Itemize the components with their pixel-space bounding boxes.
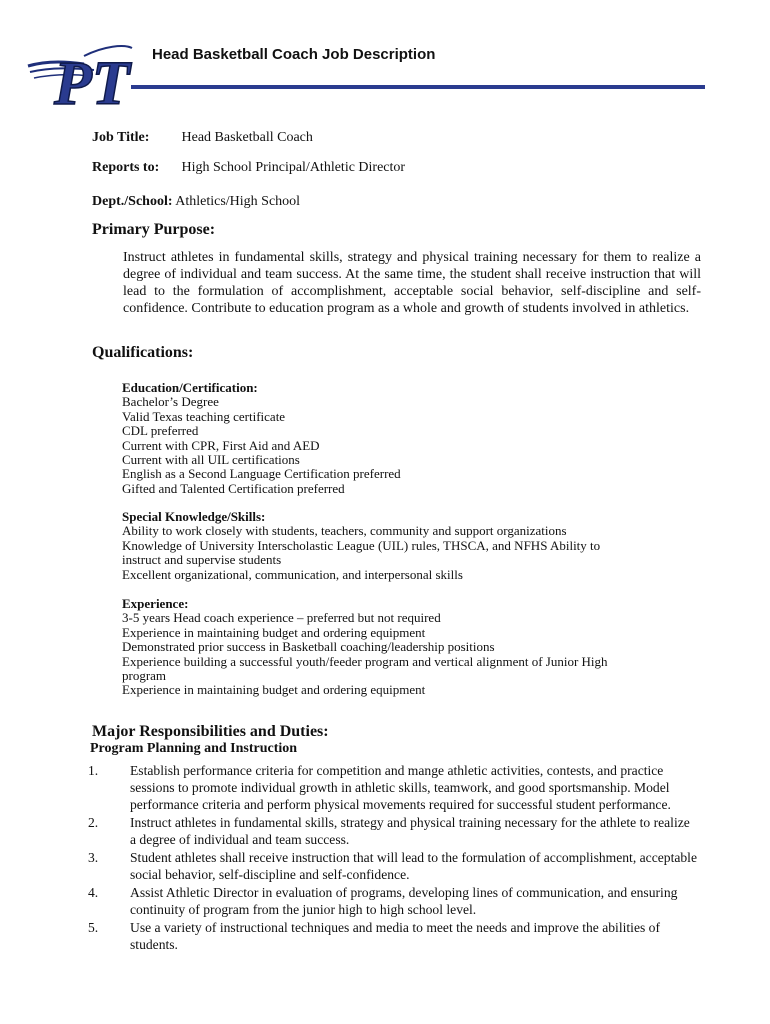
list-item: Valid Texas teaching certificate [122, 408, 286, 424]
item-text: Instruct athletes in fundamental skills, strategy and physical training necessary for the athlete to realize a degree of individual and team success. [130, 815, 690, 847]
primary-purpose-heading: Primary Purpose: [92, 221, 216, 238]
list-item [88, 849, 698, 883]
logo-letters: PT [54, 50, 130, 116]
education-section [122, 381, 682, 496]
item-number: 5. [88, 920, 99, 935]
education-heading: Education/Certification: [122, 380, 258, 395]
job-title-value: Head Basketball Coach [181, 130, 313, 145]
item-text: Establish performance criteria for competition and mange athletic activities, contests, and practice sessions to promote individual growth in athletic skills, teamwork, and good sportsmanship. Model performance criteria and perform physical movements required for successful student performance. [130, 763, 671, 812]
program-planning-subheading: Program Planning and Instruction [90, 741, 298, 756]
list-item: 3-5 years Head coach experience – preferred but not required [122, 610, 441, 626]
list-item: Demonstrated prior success in Basketball coaching/leadership positions [122, 639, 495, 655]
list-item: CDL preferred [122, 423, 199, 439]
item-text: Assist Athletic Director in evaluation of programs, developing lines of communication, and ensuring continuity of program from the junior high to high school level. [130, 885, 678, 917]
document-title: Head Basketball Coach Job Description [152, 46, 436, 63]
reports-to-field [92, 160, 405, 176]
dept-value: Athletics/High School [175, 194, 301, 209]
qualifications-heading: Qualifications: [92, 344, 194, 361]
list-item: Experience in maintaining budget and ordering equipment [122, 624, 426, 640]
item-number: 1. [88, 763, 99, 778]
responsibilities-heading: Major Responsibilities and Duties: [92, 723, 329, 740]
job-title-field [92, 130, 313, 146]
item-number: 4. [88, 885, 99, 900]
list-item: Experience building a successful youth/feeder program and vertical alignment of Junior High [122, 653, 608, 669]
item-number: 2. [88, 815, 99, 830]
reports-to-value: High School Principal/Athletic Director [181, 160, 406, 175]
skills-section [122, 510, 682, 582]
list-item: Ability to work closely with students, teachers, community and support organizations [122, 523, 567, 539]
list-item: program [122, 668, 167, 684]
list-item: Current with all UIL certifications [122, 452, 300, 468]
school-logo [24, 36, 134, 116]
duties-list [88, 762, 698, 954]
experience-section [122, 597, 682, 698]
list-item: Bachelor’s Degree [122, 394, 219, 410]
list-item: Experience in maintaining budget and ordering equipment [122, 682, 426, 698]
title-divider [131, 85, 705, 89]
primary-purpose-text: Instruct athletes in fundamental skills, strategy and physical training necessary for them to realize a degree of individual and team success. At the same time, the student shall receive instruction that will lead to the formulation of accomplishment, acceptable social behavior, self-discipline and self-confidence. Contribute to education program as a whole and growth of students involved in athletics. [123, 250, 701, 316]
reports-to-label: Reports to: [92, 160, 160, 175]
skills-heading: Special Knowledge/Skills: [122, 509, 266, 524]
list-item: instruct and supervise students [122, 552, 282, 568]
item-number: 3. [88, 850, 99, 865]
dept-label: Dept./School: [92, 194, 173, 209]
list-item [88, 919, 698, 953]
item-text: Use a variety of instructional techniques and media to meet the needs and improve the abilities of students. [130, 920, 660, 952]
list-item: Excellent organizational, communication, and interpersonal skills [122, 566, 463, 582]
experience-heading: Experience: [122, 596, 189, 611]
list-item: Gifted and Talented Certification preferred [122, 480, 345, 496]
list-item: Knowledge of University Interscholastic League (UIL) rules, THSCA, and NFHS Ability to [122, 537, 601, 553]
list-item: Current with CPR, First Aid and AED [122, 437, 320, 453]
list-item [88, 884, 698, 918]
list-item [88, 762, 698, 813]
item-text: Student athletes shall receive instruction that will lead to the formulation of accomplishment, acceptable social behavior, self-discipline and self-confidence. [130, 850, 697, 882]
list-item: English as a Second Language Certification preferred [122, 466, 401, 482]
list-item [88, 814, 698, 848]
dept-field [92, 194, 300, 210]
job-title-label: Job Title: [92, 130, 150, 145]
